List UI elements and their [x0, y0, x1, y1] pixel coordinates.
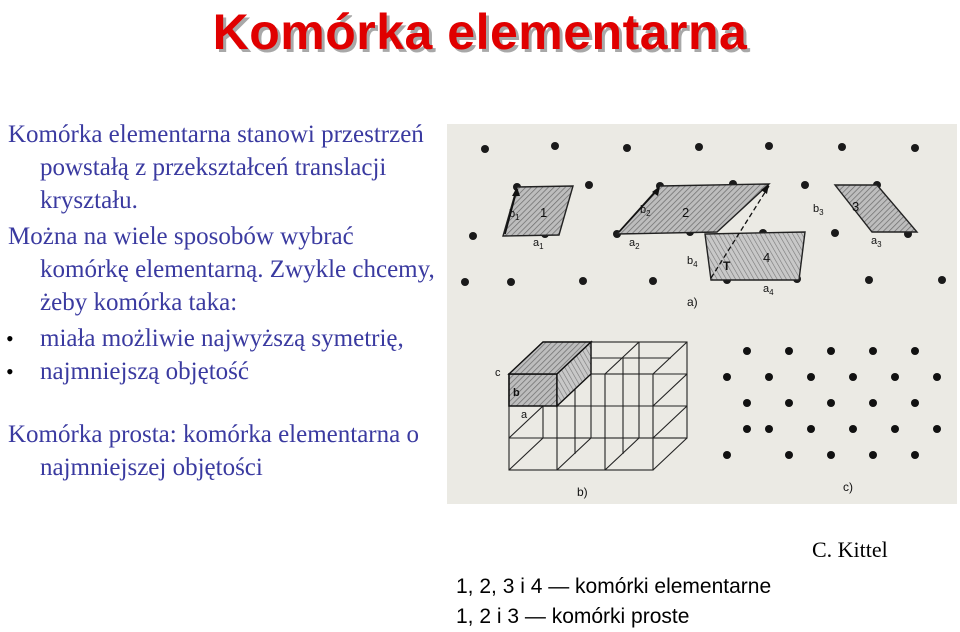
figure-caption — [456, 572, 771, 632]
bullet-symmetry — [8, 322, 438, 355]
cell-3-label: 3 — [852, 199, 860, 214]
paragraph-definition: Komórka elementarna stanowi przestrzeń powstałą z przekształceń translacji kryształu. — [8, 121, 424, 214]
cube-label-a: a — [521, 409, 528, 421]
figure-credit: C. Kittel — [812, 537, 888, 562]
translation-t-label: T — [723, 259, 731, 273]
cell-4-shape — [705, 232, 805, 280]
bullet-dot: • — [6, 359, 14, 384]
label-b2: $b_2$ — [640, 204, 651, 218]
paragraph-choice: Można na wiele sposobów wybrać komórkę elementarną. Zwykle chcemy, żeby komórka taka: — [8, 223, 435, 316]
bullet-text: najmniejszą objętość — [40, 358, 249, 385]
cube-label-b: b — [513, 387, 520, 399]
label-a1: $a_1$ — [533, 237, 544, 251]
part-c-label: c) — [843, 480, 853, 494]
paragraph-primitive-cell: Komórka prosta: komórka elementarna o najmniejszej objętości — [8, 421, 419, 481]
cube-label-c: c — [495, 367, 501, 379]
caption-line-1: 1, 2, 3 i 4 — komórki elementarne — [456, 575, 772, 598]
cell-2-label: 2 — [682, 205, 690, 220]
page-title: Komórka elementarna — [212, 4, 748, 60]
label-b4: $b_4$ — [687, 255, 698, 269]
text-column — [8, 118, 438, 487]
part-a-label: a) — [687, 295, 698, 309]
bullet-text: miała możliwie najwyższą symetrię, — [40, 325, 404, 352]
label-b1: $b_1$ — [509, 208, 520, 222]
cell-1-label: 1 — [540, 205, 548, 220]
label-b3: $b_3$ — [813, 203, 824, 217]
bullet-volume — [8, 355, 438, 388]
label-a2: $a_2$ — [629, 237, 640, 251]
bullet-dot: • — [6, 326, 14, 351]
part-b-label: b) — [577, 485, 588, 499]
lattice-c-dots — [723, 347, 941, 459]
cell-3-shape — [835, 185, 917, 232]
kittel-figure — [447, 124, 957, 504]
label-a3: $a_3$ — [871, 235, 882, 249]
caption-line-2: 1, 2 i 3 — komórki proste — [456, 605, 690, 628]
lattice-figure-svg — [447, 124, 957, 504]
label-a4: $a_4$ — [763, 283, 774, 297]
cell-4-label: 4 — [763, 250, 771, 265]
